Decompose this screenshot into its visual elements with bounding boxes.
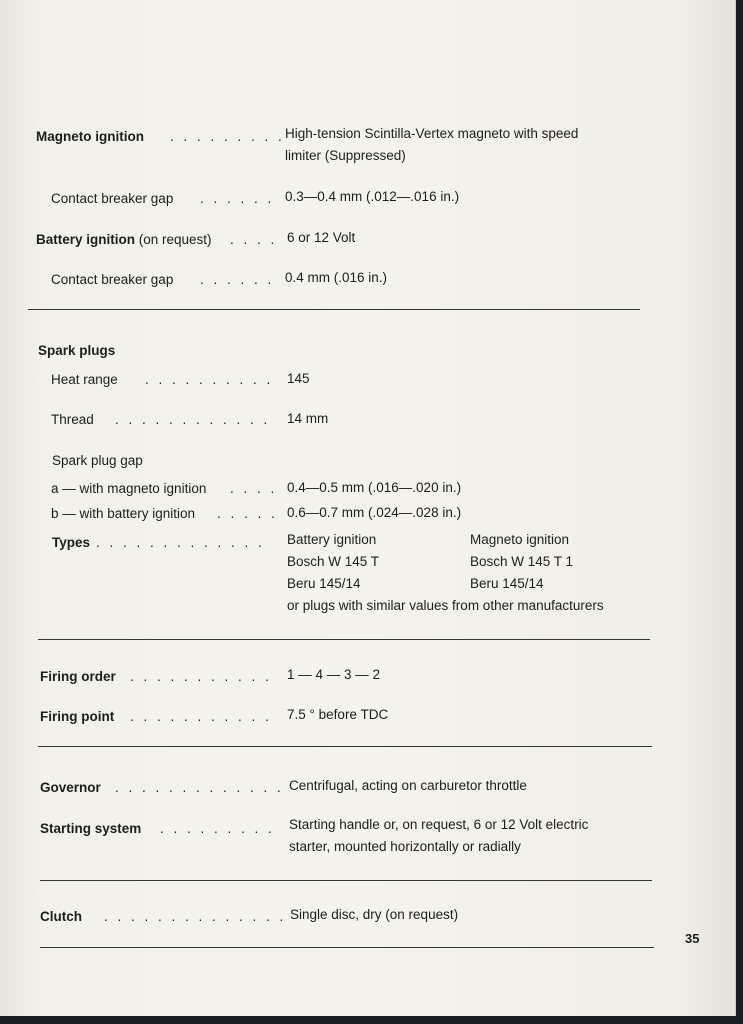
leader-dots: . . . . . . . . .	[170, 129, 285, 144]
battery-ignition-note: (on request)	[135, 232, 212, 247]
gap-magneto-value: 0.4—0.5 mm (.016—.020 in.)	[287, 480, 462, 495]
leader-dots: . . . .	[230, 481, 278, 496]
firing-point-value: 7.5 ° before TDC	[287, 707, 389, 722]
magneto-contact-gap-value: 0.3—0.4 mm (.012—.016 in.)	[285, 189, 460, 204]
gap-battery-label: b — with battery ignition	[51, 506, 196, 521]
battery-contact-gap-value: 0.4 mm (.016 in.)	[285, 270, 388, 285]
battery-ignition-bold: Battery ignition	[36, 232, 136, 247]
leader-dots: . . . . . . . . . . . . . .	[104, 909, 287, 924]
types-battery-column	[287, 529, 379, 595]
leader-dots: . . . . . . . . . . .	[130, 709, 272, 724]
types-battery-beru: Beru 145/14	[287, 576, 361, 591]
gap-battery-value: 0.6—0.7 mm (.024—.028 in.)	[287, 505, 462, 520]
battery-ignition-label	[36, 231, 212, 249]
heat-range-value: 145	[287, 371, 310, 386]
magneto-ignition-text: Magneto ignition	[36, 129, 144, 144]
divider	[38, 639, 650, 640]
types-magneto-heading: Magneto ignition	[470, 532, 570, 547]
gap-magneto-label: a — with magneto ignition	[51, 481, 207, 496]
battery-contact-gap-label: Contact breaker gap	[51, 272, 174, 287]
divider	[38, 746, 652, 747]
leader-dots: . . . . . . . . . . . . .	[115, 780, 284, 795]
types-battery-heading: Battery ignition	[287, 532, 377, 547]
magneto-ignition-label	[36, 128, 144, 146]
starting-value-line-2: starter, mounted horizontally or radially	[289, 839, 521, 854]
types-magneto-column	[470, 529, 573, 595]
leader-dots: . . . .	[230, 232, 278, 247]
types-label: Types	[52, 535, 91, 550]
leader-dots: . . . . . .	[200, 272, 275, 287]
governor-value: Centrifugal, acting on carburetor throttle	[289, 778, 527, 793]
types-magneto-beru: Beru 145/14	[470, 576, 544, 591]
magneto-value-line-1: High-tension Scintilla-Vertex magneto with speed	[285, 126, 579, 141]
thread-label: Thread	[51, 412, 94, 427]
leader-dots: . . . . . . . . . . . . .	[96, 535, 265, 550]
spark-plugs-heading: Spark plugs	[38, 343, 116, 358]
starting-value-line-1: Starting handle or, on request, 6 or 12 Volt electric	[289, 817, 589, 832]
battery-ignition-value: 6 or 12 Volt	[287, 230, 356, 245]
leader-dots: . . . . .	[217, 506, 278, 521]
governor-label: Governor	[40, 780, 101, 795]
magneto-ignition-value	[285, 123, 578, 167]
page-number: 35	[685, 931, 700, 946]
types-magneto-bosch: Bosch W 145 T 1	[470, 554, 574, 569]
magneto-contact-gap-label: Contact breaker gap	[51, 191, 174, 206]
clutch-label: Clutch	[40, 909, 82, 924]
firing-point-label: Firing point	[40, 709, 115, 724]
types-note: or plugs with similar values from other manufacturers	[287, 598, 604, 613]
divider	[40, 947, 654, 948]
types-battery-bosch: Bosch W 145 T	[287, 554, 380, 569]
firing-order-value: 1 — 4 — 3 — 2	[287, 667, 381, 682]
leader-dots: . . . . . . . . .	[160, 821, 275, 836]
spark-plug-gap-heading: Spark plug gap	[52, 453, 143, 468]
divider	[40, 880, 652, 881]
magneto-value-line-2: limiter (Suppressed)	[285, 148, 406, 163]
heat-range-label: Heat range	[51, 372, 118, 387]
leader-dots: . . . . . . . . . .	[145, 372, 274, 387]
firing-order-label: Firing order	[40, 669, 116, 684]
leader-dots: . . . . . .	[200, 191, 275, 206]
starting-system-label: Starting system	[40, 821, 142, 836]
thread-value: 14 mm	[287, 411, 329, 426]
starting-system-value	[289, 814, 588, 858]
clutch-value: Single disc, dry (on request)	[290, 907, 459, 922]
divider	[28, 309, 640, 310]
leader-dots: . . . . . . . . . . . .	[115, 412, 271, 427]
leader-dots: . . . . . . . . . . .	[130, 669, 272, 684]
